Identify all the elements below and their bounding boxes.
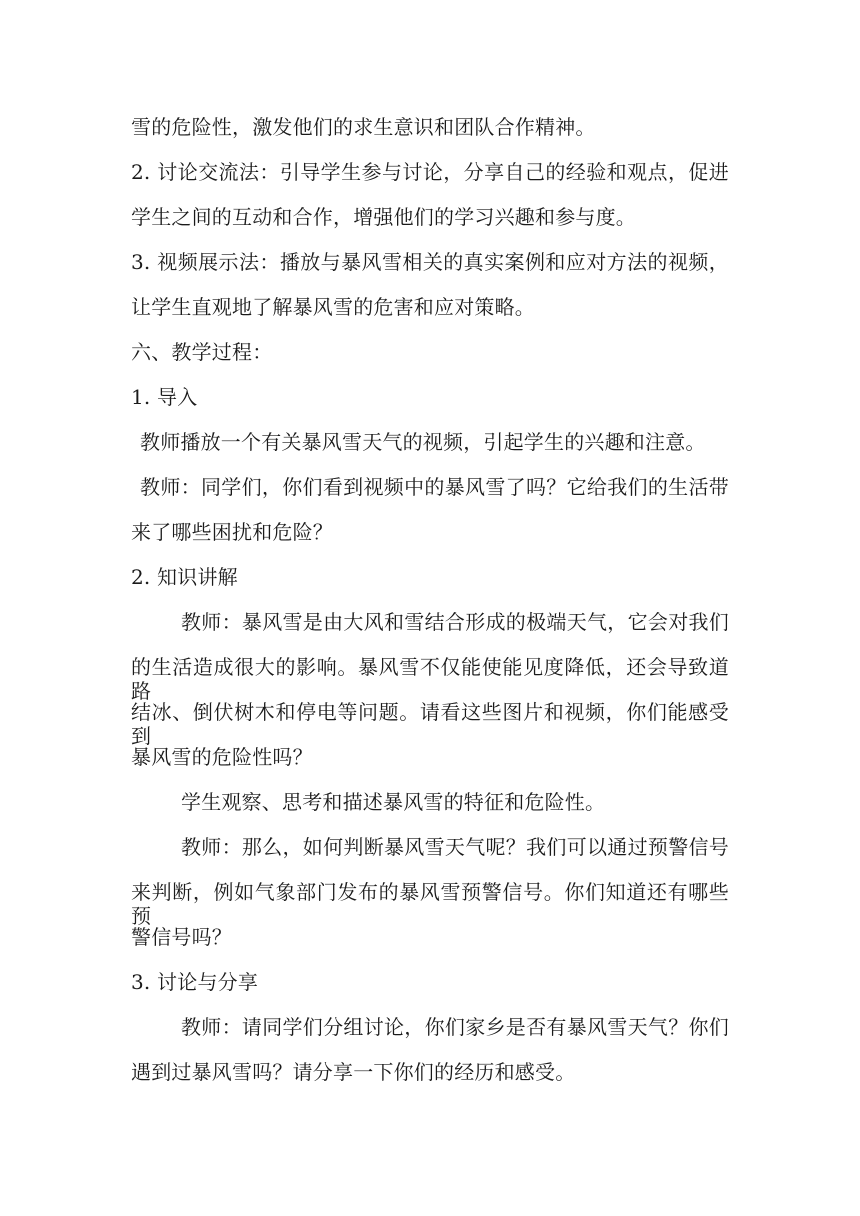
text-line: 暴风雪的危险性吗？ — [131, 745, 313, 769]
text-line: 的生活造成很大的影响。暴风雪不仅能使能见度降低，还会导致道路 — [131, 655, 729, 703]
text-line: 结冰、倒伏树木和停电等问题。请看这些图片和视频，你们能感受到 — [131, 700, 729, 748]
subsection-heading: 1. 导入 — [131, 385, 198, 409]
text-line: 2. 讨论交流法：引导学生参与讨论，分享自己的经验和观点，促进 — [131, 160, 729, 184]
text-line: 让学生直观地了解暴风雪的危害和应对策略。 — [131, 295, 535, 319]
text-line: 来判断，例如气象部门发布的暴风雪预警信号。你们知道还有哪些预 — [131, 880, 729, 928]
text-line: 警信号吗？ — [131, 925, 232, 949]
text-line: 3. 视频展示法：播放与暴风雪相关的真实案例和应对方法的视频， — [131, 250, 729, 274]
text-line: 雪的危险性，激发他们的求生意识和团队合作精神。 — [131, 115, 596, 139]
section-heading: 六、教学过程： — [131, 340, 273, 364]
subsection-heading: 3. 讨论与分享 — [131, 970, 259, 994]
text-line: 学生观察、思考和描述暴风雪的特征和危险性。 — [181, 790, 606, 814]
text-line: 学生之间的互动和合作，增强他们的学习兴趣和参与度。 — [131, 205, 636, 229]
text-line: 来了哪些困扰和危险？ — [131, 520, 333, 544]
text-line: 教师：请同学们分组讨论，你们家乡是否有暴风雪天气？你们 — [181, 1015, 729, 1039]
text-line: 教师播放一个有关暴风雪天气的视频，引起学生的兴趣和注意。 — [140, 430, 706, 454]
text-line: 教师：那么，如何判断暴风雪天气呢？我们可以通过预警信号 — [181, 835, 729, 859]
text-line: 教师：同学们，你们看到视频中的暴风雪了吗？它给我们的生活带 — [140, 475, 729, 499]
subsection-heading: 2. 知识讲解 — [131, 565, 238, 589]
text-line: 教师：暴风雪是由大风和雪结合形成的极端天气，它会对我们 — [181, 610, 729, 634]
text-line: 遇到过暴风雪吗？请分享一下你们的经历和感受。 — [131, 1060, 576, 1084]
